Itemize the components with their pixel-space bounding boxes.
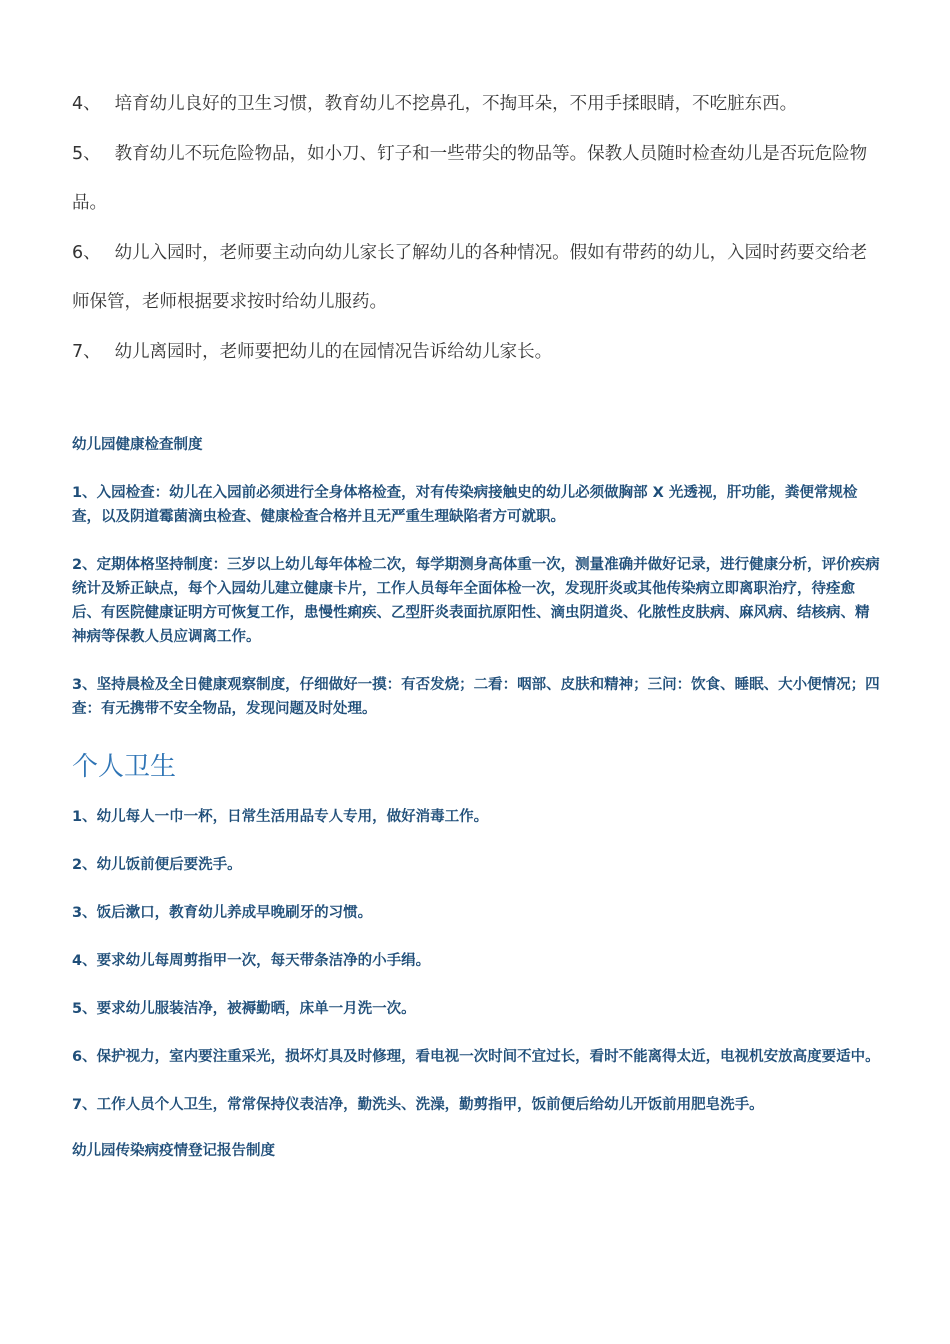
hygiene-item-4: 4、要求幼儿每周剪指甲一次，每天带条洁净的小手绢。	[72, 953, 431, 969]
epidemic-report-title: 幼儿园传染病疫情登记报告制度	[72, 1143, 275, 1159]
item-text: 幼儿离园时，老师要把幼儿的在园情况告诉给幼儿家长。	[114, 341, 553, 362]
item-number: 6、	[72, 242, 101, 263]
hygiene-item-3: 3、饭后漱口，教育幼儿养成早晚刷牙的习惯。	[72, 905, 373, 921]
hygiene-heading: 个人卫生	[72, 752, 177, 782]
intro-item-5	[72, 130, 880, 229]
intro-item-7	[72, 328, 880, 378]
item-text: 幼儿入园时，老师要主动向幼儿家长了解幼儿的各种情况。假如有带药的幼儿，入园时药要交给老师保管，老师根据要求按时给幼儿服药。	[72, 242, 868, 312]
item-text: 培育幼儿良好的卫生习惯，教育幼儿不挖鼻孔，不掏耳朵，不用手揉眼睛，不吃脏东西。	[114, 94, 798, 114]
item-number: 7、	[72, 341, 101, 362]
hygiene-list	[72, 805, 880, 1117]
item-number: 5、	[72, 143, 101, 164]
hygiene-item-6: 6、保护视力，室内要注重采光，损坏灯具及时修理，看电视一次时间不宜过长，看时不能离得太近，电视机安放高度要适中。	[72, 1049, 880, 1065]
item-number: 4、	[72, 94, 101, 114]
health-item-2: 2、定期体格坚持制度：三岁以上幼儿每年体检二次，每学期测身高体重一次，测量准确并做好记录，进行健康分析，评价疾病统计及矫正缺点，每个入园幼儿建立健康卡片，工作人员每年全面体检一次，发现肝炎或其他传染病立即离职治疗，待痊愈后、有医院健康证明方可恢复工作，患慢性痢疾、乙型肝炎表面抗原阳性、滴虫阴道炎、化脓性皮肤病、麻风病、结核病、精神病等保教人员应调离工作。	[72, 557, 880, 645]
intro-item-4	[72, 80, 880, 130]
hygiene-item-7: 7、工作人员个人卫生，常常保持仪表洁净，勤洗头、洗澡，勤剪指甲，饭前便后给幼儿开饭前用肥皂洗手。	[72, 1097, 764, 1113]
health-item-1: 1、入园检查：幼儿在入园前必须进行全身体格检查，对有传染病接触史的幼儿必须做胸部 X 光透视，肝功能，粪便常规检查，以及阴道霉菌滴虫检查、健康检查合格并且无严重生理缺陷者方可就职。	[72, 485, 858, 525]
item-text: 教育幼儿不玩危险物品，如小刀、钉子和一些带尖的物品等。保教人员随时检查幼儿是否玩危险物品。	[72, 143, 868, 213]
intro-item-6	[72, 229, 880, 328]
intro-list	[72, 0, 880, 377]
health-section-title: 幼儿园健康检查制度	[72, 437, 203, 453]
hygiene-item-1: 1、幼儿每人一巾一杯，日常生活用品专人专用，做好消毒工作。	[72, 809, 489, 825]
hygiene-item-2: 2、幼儿饭前便后要洗手。	[72, 857, 242, 873]
health-item-3: 3、坚持晨检及全日健康观察制度，仔细做好一摸：有否发烧；二看：咽部、皮肤和精神；三问：饮食、睡眠、大小便情况；四查：有无携带不安全物品，发现问题及时处理。	[72, 677, 880, 717]
hygiene-item-5: 5、要求幼儿服装洁净，被褥勤晒，床单一月洗一次。	[72, 1001, 416, 1017]
